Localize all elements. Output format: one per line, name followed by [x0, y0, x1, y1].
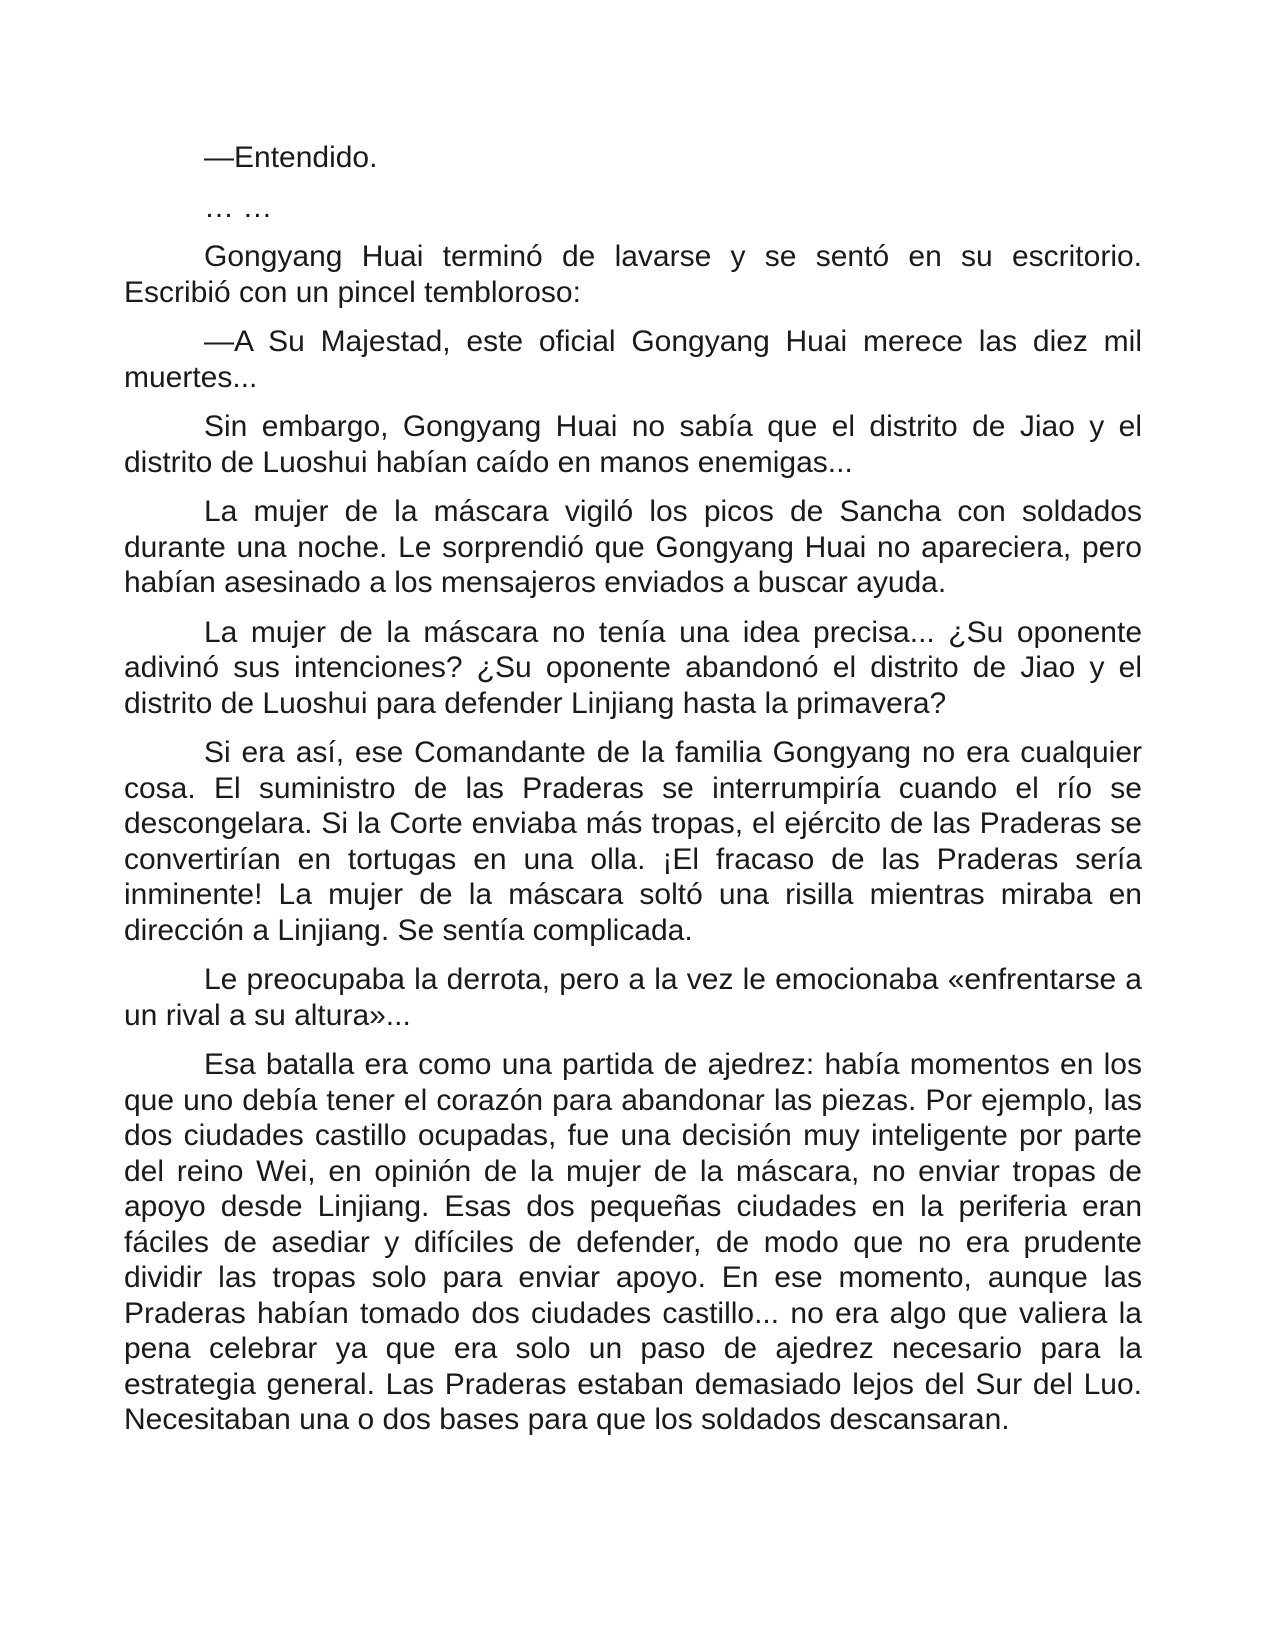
paragraph: Sin embargo, Gongyang Huai no sabía que el distrito de Jiao y el distrito de Luoshui habían caído en manos enemigas... — [124, 410, 1142, 479]
scene-break: … … — [204, 190, 273, 224]
dialogue-line: —Entendido. — [204, 141, 378, 174]
paragraph: Si era así, ese Comandante de la familia Gongyang no era cualquier cosa. El suministro de las Praderas se interrumpiría cuando el río se descongelara. Si la Corte enviaba más tropas, el ejército de las Praderas se convertirían en tortugas en una olla. ¡El fracaso de las Praderas sería inminente! La mujer de la máscara soltó una risilla mientras miraba en dirección a Linjiang. Se sentía complicada. — [124, 736, 1142, 947]
paragraph: Le preocupaba la derrota, pero a la vez le emocionaba «enfrentarse a un rival a su altura»... — [124, 963, 1142, 1032]
paragraph: La mujer de la máscara vigiló los picos de Sancha con soldados durante una noche. Le sorprendió que Gongyang Huai no apareciera, pero habían asesinado a los mensajeros enviados a buscar ayuda. — [124, 495, 1142, 599]
document-page — [124, 140, 1142, 1452]
paragraph: La mujer de la máscara no tenía una idea precisa... ¿Su oponente adivinó sus intenciones? ¿Su oponente abandonó el distrito de Jiao y el distrito de Luoshui para defender Linjiang hasta la primavera? — [124, 615, 1142, 720]
paragraph: Gongyang Huai terminó de lavarse y se sentó en su escritorio. Escribió con un pincel tembloroso: — [124, 240, 1142, 309]
dialogue-line: —A Su Majestad, este oficial Gongyang Huai merece las diez mil muertes... — [124, 325, 1142, 394]
paragraph: Esa batalla era como una partida de ajedrez: había momentos en los que uno debía tener el corazón para abandonar las piezas. Por ejemplo, las dos ciudades castillo ocupadas, fue una decisión muy inteligente por parte del reino Wei, en opinión de la mujer de la máscara, no enviar tropas de apoyo desde Linjiang. Esas dos pequeñas ciudades en la periferia eran fáciles de asediar y difíciles de defender, de modo que no era prudente dividir las tropas solo para enviar apoyo. En ese momento, aunque las Praderas habían tomado dos ciudades castillo... no era algo que valiera la pena celebrar ya que era solo un paso de ajedrez necesario para la estrategia general. Las Praderas estaban demasiado lejos del Sur del Luo. Necesitaban una o dos bases para que los soldados descansaran. — [124, 1048, 1142, 1436]
